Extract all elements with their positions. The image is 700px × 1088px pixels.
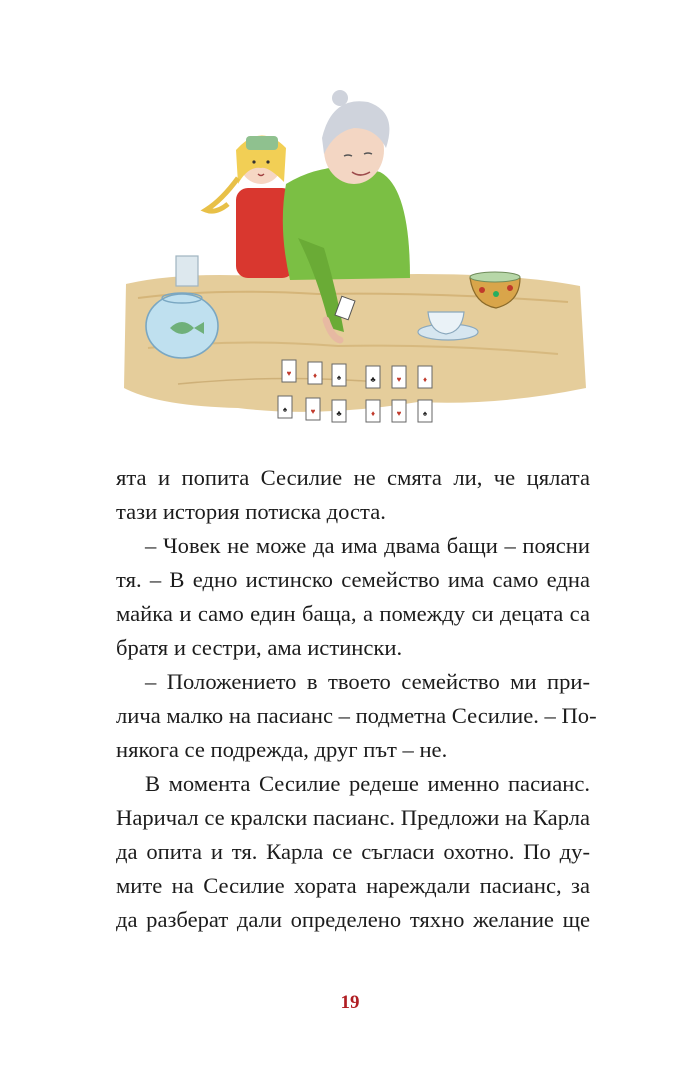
text-line: В момента Сесилие редеше именно пасианс. [145,771,590,796]
illustration-grandmother-girl-solitaire [118,88,588,438]
svg-text:♦: ♦ [370,409,376,418]
svg-text:♥: ♥ [310,407,316,416]
svg-text:♥: ♥ [286,369,292,378]
text-line: тази история потиска доста. [116,499,386,524]
svg-text:♣: ♣ [336,409,342,418]
fishbowl-icon [146,293,218,358]
svg-text:♠: ♠ [282,405,288,414]
text-line: мите на Сесилие хората нареждали пасианс, за [116,873,590,898]
svg-text:♦: ♦ [312,371,318,380]
text-line: някога се подрежда, друг път – не. [116,737,448,762]
page-number: 19 [340,992,360,1013]
text-line: – Човек не може да има двама бащи – поясни [145,533,590,558]
text-line: лича малко на пасианс – подметна Сесилие. – По- [116,703,597,728]
text-line: – Положението в твоето семейство ми при- [145,669,590,694]
text-line: Наричал се кралски пасианс. Предложи на Карла [116,805,590,830]
text-line: да разберат дали определено тяхно желание ще [116,907,590,932]
svg-text:♥: ♥ [396,375,402,384]
text-line: ята и попита Сесилие не смята ли, че цялата [116,465,590,490]
svg-text:♣: ♣ [370,375,376,384]
svg-text:♠: ♠ [336,373,342,382]
svg-text:♥: ♥ [396,409,402,418]
svg-text:♠: ♠ [422,409,428,418]
text-line: майка и само един баща, а помежду си децата са [116,601,590,626]
text-line: братя и сестри, ама истински. [116,635,403,660]
body-text [116,461,597,937]
girl-figure [206,135,294,278]
text-line: тя. – В едно истинско семейство има само една [116,567,590,592]
text-line: да опита и тя. Карла се съгласи охотно. По ду- [116,839,590,864]
glass-icon [176,256,198,286]
svg-text:♦: ♦ [422,375,428,384]
